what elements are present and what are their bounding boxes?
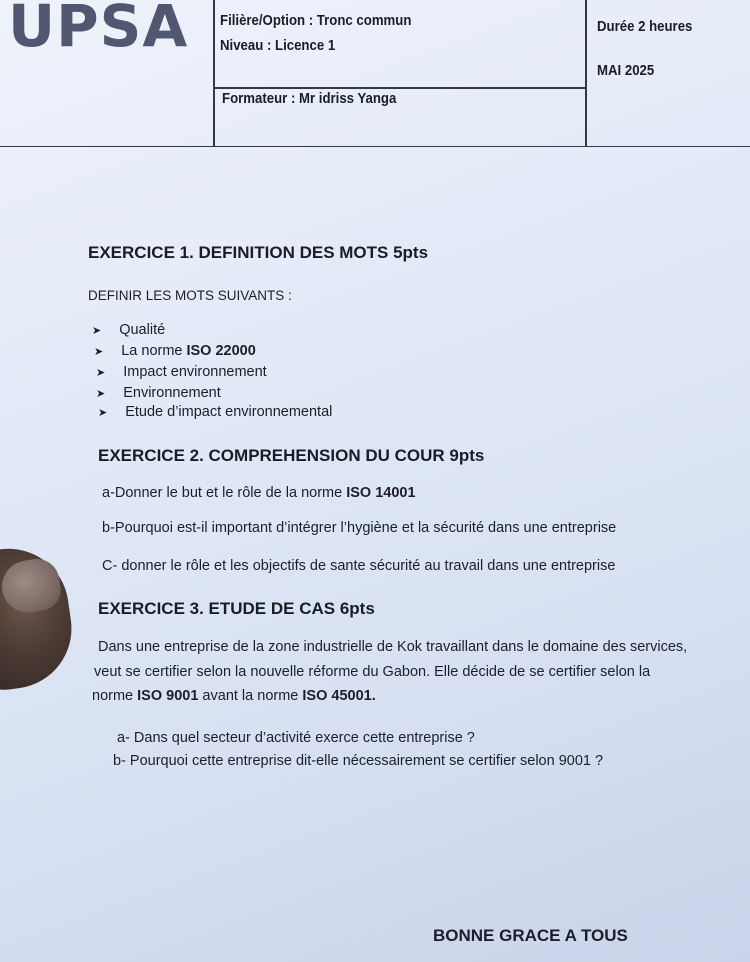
exercise3-question-b: b- Pourquoi cette entreprise dit-elle nécessairement se certifier selon 9001 ? — [113, 753, 604, 769]
header-divider-mid — [213, 87, 585, 89]
arrow-bullet-icon: ➤ — [96, 366, 106, 379]
exercise3-title: EXERCICE 3. ETUDE DE CAS 6pts — [98, 599, 375, 618]
formateur: Formateur : Mr idriss Yanga — [222, 90, 397, 107]
list-item-text: Etude d’impact environnemental — [125, 404, 333, 420]
list-item-text: La norme — [121, 343, 183, 359]
header-divider-right — [585, 0, 587, 146]
list-item — [92, 322, 165, 338]
list-item — [96, 385, 221, 401]
list-item-text: Qualité — [119, 322, 166, 338]
list-item-text: Impact environnement — [123, 364, 267, 380]
exercise3-question-a: a- Dans quel secteur d’activité exerce cette entreprise ? — [117, 730, 475, 746]
arrow-bullet-icon: ➤ — [96, 387, 106, 400]
exercise3-paragraph-line2: veut se certifier selon la nouvelle réforme du Gabon. Elle décide de se certifier selon la — [94, 664, 651, 680]
list-item-text: Environnement — [123, 385, 221, 401]
exercise2-title: EXERCICE 2. COMPREHENSION DU COUR 9pts — [98, 446, 485, 465]
list-item — [96, 364, 267, 380]
list-item — [98, 404, 332, 420]
exercise1-title: EXERCICE 1. DEFINITION DES MOTS 5pts — [88, 243, 429, 262]
arrow-bullet-icon: ➤ — [92, 324, 102, 337]
exercise2-question-c: C- donner le rôle et les objectifs de sante sécurité au travail dans une entreprise — [102, 558, 616, 574]
header-divider-left — [213, 0, 215, 146]
niveau: Niveau : Licence 1 — [220, 37, 336, 54]
closing-message: BONNE GRACE A TOUS — [433, 926, 628, 945]
exercise3-paragraph-line3: norme ISO 9001 avant la norme ISO 45001. — [92, 688, 376, 704]
arrow-bullet-icon: ➤ — [98, 406, 108, 419]
filiere-option: Filière/Option : Tronc commun — [220, 12, 412, 29]
institution-logo: UPSA — [8, 0, 189, 60]
exam-date: MAI 2025 — [597, 62, 655, 79]
exam-header — [0, 0, 750, 147]
exercise2-question-a: a-Donner le but et le rôle de la norme ISO 14001 — [102, 485, 416, 501]
exercise3-paragraph-line1: Dans une entreprise de la zone industrielle de Kok travaillant dans le domaine des services, — [98, 639, 688, 655]
list-item-bold: ISO 22000 — [186, 343, 256, 359]
exercise2-question-b: b-Pourquoi est-il important d’intégrer l’hygiène et la sécurité dans une entreprise — [102, 520, 617, 536]
arrow-bullet-icon: ➤ — [94, 345, 104, 358]
duree: Durée 2 heures — [597, 18, 693, 35]
exercise1-instruction: DEFINIR LES MOTS SUIVANTS : — [88, 288, 292, 303]
list-item — [94, 343, 256, 359]
